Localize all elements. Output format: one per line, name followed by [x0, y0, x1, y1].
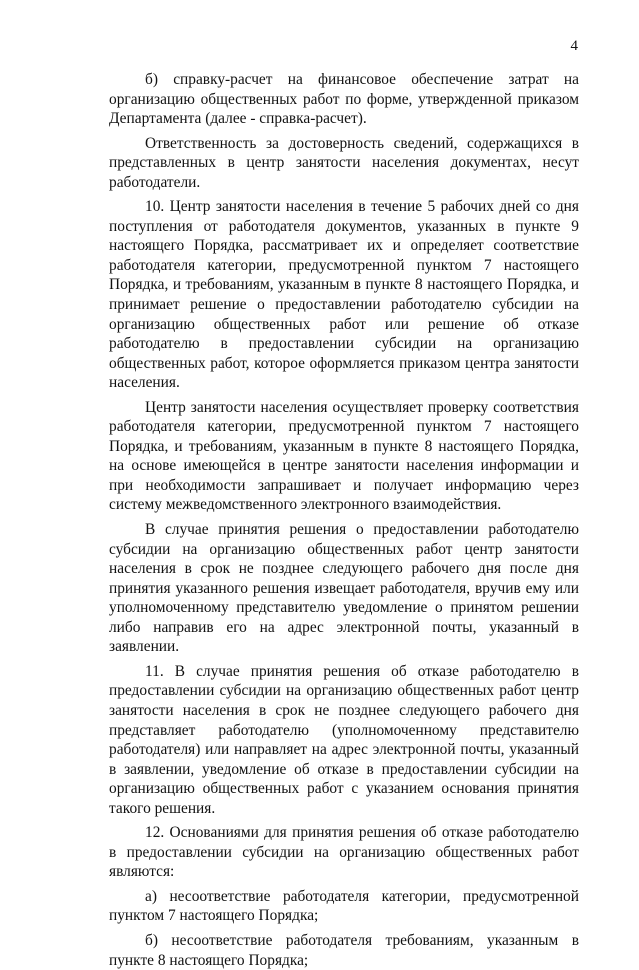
paragraph-item-12-b: б) несоответствие работодателя требованиям, указанным в пункте 8 настоящего Порядка;	[109, 931, 579, 969]
paragraph-item-11: 11. В случае принятия решения об отказе работодателю в предоставлении субсидии на организацию общественных работ центр занятости населения в срок не позднее следующего рабочего дня представляет работодателю (уполномоченному представителю работодателя) или направляет на адрес электронной почты, указанный в заявлении, уведомление об отказе в предоставлении субсидии на организацию общественных работ с указанием основания принятия такого решения.	[109, 662, 579, 817]
paragraph-item-12: 12. Основаниями для принятия решения об отказе работодателю в предоставлении субсидии на организацию общественных работ являются:	[109, 824, 579, 881]
paragraph-item-10: 10. Центр занятости населения в течение 5 рабочих дней со дня поступления от работодателя документов, указанных в пункте 9 настоящего Порядка, рассматривает их и определяет соответствие работодателя категории, предусмотренной пунктом 7 настоящего Порядка, и требованиям, указанным в пункте 8 настоящего Порядка, и принимает решение о предоставлении работодателю субсидии на организацию общественных работ или решение об отказе работодателю в предоставлении субсидии на организацию общественных работ, которое оформляется приказом центра занятости населения.	[109, 198, 579, 392]
document-body	[109, 70, 579, 970]
paragraph-decision-notice: В случае принятия решения о предоставлении работодателю субсидии на организацию общественных работ центр занятости населения в срок не позднее следующего рабочего дня после дня принятия указанного решения извещает работодателя, вручив ему или уполномоченному представителю уведомление о принятом решении либо направив его на адрес электронной почты, указанный в заявлении.	[109, 521, 579, 656]
paragraph-spravka-raschet: б) справку-расчет на финансовое обеспечение затрат на организацию общественных работ по форме, утвержденной приказом Департамента (далее - справка-расчет).	[109, 71, 579, 128]
paragraph-verification: Центр занятости населения осуществляет проверку соответствия работодателя категории, предусмотренной пунктом 7 настоящего Порядка, и требованиям, указанным в пункте 8 настоящего Порядка, на основе имеющейся в центре занятости населения информации и при необходимости запрашивает и получает информацию через систему межведомственного электронного взаимодействия.	[109, 398, 579, 514]
paragraph-responsibility: Ответственность за достоверность сведений, содержащихся в представленных в центр занятости населения документах, несут работодатели.	[109, 134, 579, 191]
paragraph-item-12-a: а) несоответствие работодателя категории, предусмотренной пунктом 7 настоящего Порядка;	[109, 887, 579, 925]
page-number: 4	[570, 38, 578, 54]
